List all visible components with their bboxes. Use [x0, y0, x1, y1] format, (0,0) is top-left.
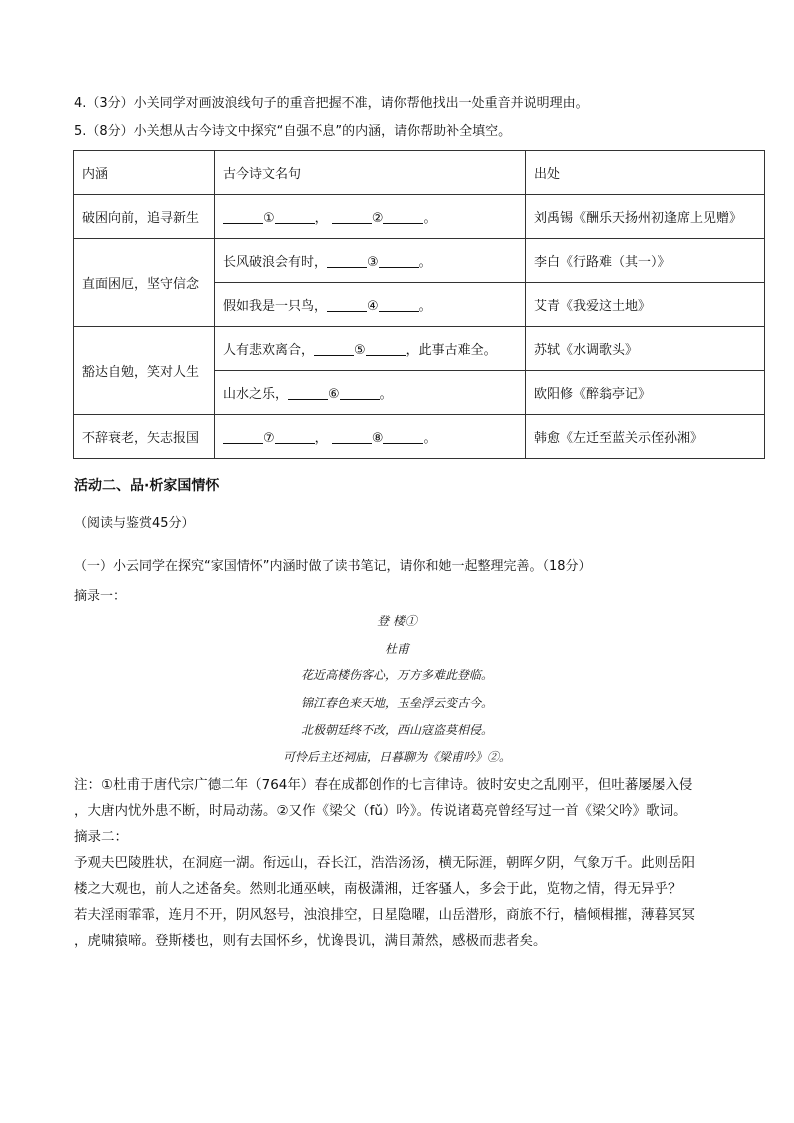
blank-number: ①: [263, 211, 275, 226]
table-row: [74, 239, 765, 283]
table-header-row: [74, 151, 765, 195]
source-cell: 韩愈《左迁至蓝关示侄孙湘》: [526, 415, 765, 459]
quote-text: 假如我是一只鸟，: [223, 299, 328, 314]
blank-number: ⑥: [328, 387, 340, 402]
quote-cell: [215, 371, 526, 415]
poem-line: 可怜后主还祠庙，日暮聊为《梁甫吟》②。: [282, 750, 511, 764]
excerpt-1-label: 摘录一：: [74, 589, 127, 604]
section-intro: （一）小云同学在探究“家国情怀”内涵时做了读书笔记，请你和她一起整理完善。（18分）: [74, 559, 592, 574]
quote-text: 长风破浪会有时，: [223, 255, 328, 270]
excerpt-2-label: 摘录二：: [74, 829, 128, 845]
blank[interactable]: [288, 386, 328, 400]
source-cell: 刘禹锡《酬乐天扬州初逢席上见赠》: [526, 195, 765, 239]
poem-notes: [74, 772, 734, 954]
blank-number: ⑧: [371, 431, 384, 446]
table-row: [74, 195, 765, 239]
blank[interactable]: [327, 254, 367, 268]
quote-cell: [215, 283, 526, 327]
poem-line: 锦江春色来天地，玉垒浮云变古今。: [300, 696, 493, 710]
quote-cell: [215, 195, 526, 239]
fill-in-table: [73, 150, 765, 459]
theme-cell: 破困向前，追寻新生: [74, 195, 215, 239]
header-source: 出处: [526, 151, 765, 195]
source-cell: 艾青《我爱这土地》: [526, 283, 765, 327]
note-line: 注：①杜甫于唐代宗广德二年（764年）春在成都创作的七言律诗。彼时安史之乱刚平，但吐蕃屡屡入侵: [74, 777, 693, 793]
excerpt-2-line: 予观夫巴陵胜状，在洞庭一湖。衔远山，吞长江，浩浩汤汤，横无际涯，朝晖夕阴，气象万千。此则岳阳: [74, 855, 695, 871]
blank[interactable]: [340, 386, 380, 400]
source-cell: 苏轼《水调歌头》: [526, 327, 765, 371]
blank[interactable]: [379, 298, 419, 312]
section-score: （阅读与鉴赏45分）: [74, 516, 195, 531]
theme-cell: 豁达自勉，笑对人生: [74, 327, 215, 415]
table-row: [74, 327, 765, 371]
excerpt-2-line: 楼之大观也，前人之述备矣。然则北通巫峡，南极潇湘，迁客骚人，多会于此，览物之情，得无异乎？: [74, 881, 682, 897]
header-quote: 古今诗文名句: [215, 151, 526, 195]
question-5: 5.（8分）小关想从古今诗文中探究“自强不息”的内涵，请你帮助补全填空。: [74, 124, 512, 139]
blank[interactable]: [366, 342, 406, 356]
blank-number: ⑤: [354, 343, 366, 358]
punctuation: 。: [379, 387, 393, 402]
quote-text: 人有悲欢离合，: [223, 343, 315, 358]
quote-cell: [215, 327, 526, 371]
blank-number: ⑦: [263, 431, 275, 446]
excerpt-2-line: 若夫淫雨霏霏，连月不开，阴风怒号，浊浪排空，日星隐曜，山岳潜形，商旅不行，樯倾楫摧，薄暮冥冥: [74, 907, 695, 923]
blank[interactable]: [275, 210, 315, 224]
punctuation: ，: [314, 211, 328, 226]
blank[interactable]: [383, 430, 423, 444]
blank[interactable]: [332, 430, 372, 444]
quote-text: 山水之乐，: [223, 387, 289, 402]
quote-text: ，此事古难全。: [405, 343, 497, 358]
blank[interactable]: [383, 210, 423, 224]
punctuation: ，: [314, 431, 328, 446]
poem-line: 北极朝廷终不改，西山寇盗莫相侵。: [300, 723, 493, 737]
blank-number: ③: [367, 255, 379, 270]
quote-cell: [215, 415, 526, 459]
blank[interactable]: [275, 430, 315, 444]
punctuation: 。: [423, 431, 437, 446]
poem-line: 花近高楼伤客心，万方多难此登临。: [300, 668, 493, 682]
theme-cell: 不辞衰老，矢志报国: [74, 415, 215, 459]
quote-cell: [215, 239, 526, 283]
question-4: 4.（3分）小关同学对画波浪线句子的重音把握不准，请你帮他找出一处重音并说明理由。: [74, 96, 589, 111]
punctuation: 。: [418, 255, 432, 270]
source-cell: 李白《行路难（其一）》: [526, 239, 765, 283]
punctuation: 。: [423, 211, 437, 226]
blank[interactable]: [332, 210, 372, 224]
table-row: [74, 415, 765, 459]
excerpt-2-line: ，虎啸猿啼。登斯楼也，则有去国怀乡，忧谗畏讥，满目萧然，感极而悲者矣。: [74, 933, 547, 949]
poem-title: 登 楼①: [377, 614, 417, 628]
note-line: ，大唐内忧外患不断，时局动荡。②又作《梁父（fǔ）吟》。传说诸葛亮曾经写过一首《梁父吟》歌词。: [74, 803, 687, 819]
blank[interactable]: [223, 210, 263, 224]
theme-cell: 直面困厄，坚守信念: [74, 239, 215, 327]
blank[interactable]: [314, 342, 354, 356]
header-meaning: 内涵: [74, 151, 215, 195]
blank-number: ④: [367, 299, 379, 314]
blank[interactable]: [379, 254, 419, 268]
blank[interactable]: [223, 430, 263, 444]
section-title: 活动二、品·析家国情怀: [74, 478, 220, 494]
poem-author: 杜甫: [384, 642, 409, 656]
punctuation: 。: [418, 299, 432, 314]
blank[interactable]: [327, 298, 367, 312]
blank-number: ②: [371, 211, 384, 226]
source-cell: 欧阳修《醉翁亭记》: [526, 371, 765, 415]
